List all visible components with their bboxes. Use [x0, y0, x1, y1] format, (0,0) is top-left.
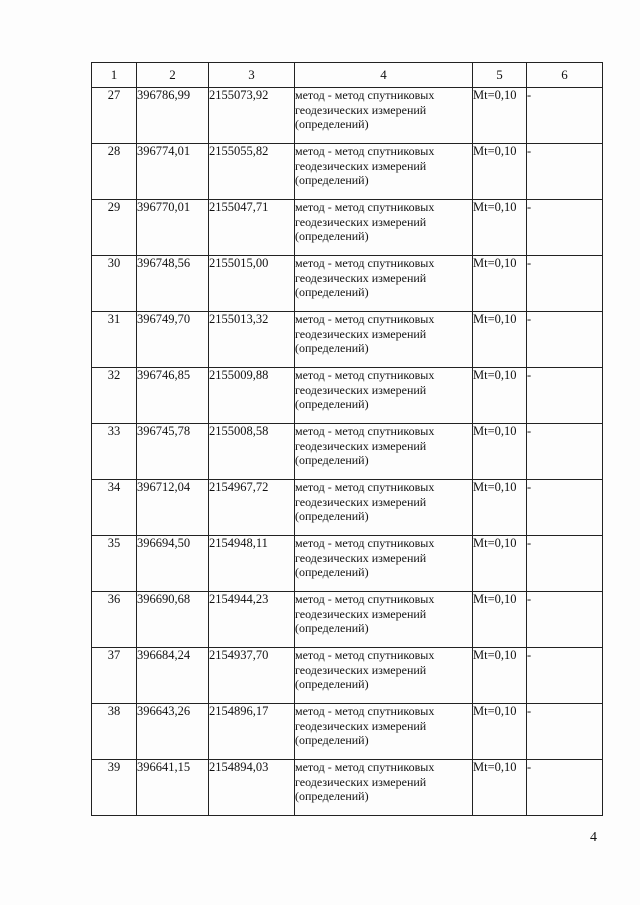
x-coordinate-cell: 396712,04 [137, 480, 209, 536]
method-cell: метод - метод спутниковых геодезических измерений (определений) [295, 704, 473, 760]
accuracy-cell: Mt=0,10 [473, 760, 527, 816]
method-cell: метод - метод спутниковых геодезических измерений (определений) [295, 312, 473, 368]
note-cell: - [527, 200, 603, 256]
header-col-4: 4 [295, 63, 473, 88]
x-coordinate-cell: 396748,56 [137, 256, 209, 312]
accuracy-cell: Mt=0,10 [473, 592, 527, 648]
y-coordinate-cell: 2154944,23 [209, 592, 295, 648]
y-coordinate-cell: 2155008,58 [209, 424, 295, 480]
table-header-row [92, 63, 603, 88]
y-coordinate-cell: 2155009,88 [209, 368, 295, 424]
note-cell: - [527, 648, 603, 704]
accuracy-cell: Mt=0,10 [473, 200, 527, 256]
method-cell: метод - метод спутниковых геодезических измерений (определений) [295, 144, 473, 200]
header-col-3: 3 [209, 63, 295, 88]
point-number-cell: 33 [92, 424, 137, 480]
accuracy-cell: Mt=0,10 [473, 144, 527, 200]
y-coordinate-cell: 2155047,71 [209, 200, 295, 256]
note-cell: - [527, 592, 603, 648]
table-row [92, 88, 603, 144]
header-col-1: 1 [92, 63, 137, 88]
x-coordinate-cell: 396774,01 [137, 144, 209, 200]
note-cell: - [527, 480, 603, 536]
method-cell: метод - метод спутниковых геодезических измерений (определений) [295, 368, 473, 424]
table-body [92, 88, 603, 816]
x-coordinate-cell: 396641,15 [137, 760, 209, 816]
accuracy-cell: Mt=0,10 [473, 256, 527, 312]
point-number-cell: 34 [92, 480, 137, 536]
point-number-cell: 32 [92, 368, 137, 424]
accuracy-cell: Mt=0,10 [473, 424, 527, 480]
accuracy-cell: Mt=0,10 [473, 312, 527, 368]
note-cell: - [527, 88, 603, 144]
table-row [92, 368, 603, 424]
x-coordinate-cell: 396749,70 [137, 312, 209, 368]
note-cell: - [527, 424, 603, 480]
table-row [92, 536, 603, 592]
accuracy-cell: Mt=0,10 [473, 368, 527, 424]
table-row [92, 704, 603, 760]
x-coordinate-cell: 396745,78 [137, 424, 209, 480]
note-cell: - [527, 144, 603, 200]
point-number-cell: 35 [92, 536, 137, 592]
x-coordinate-cell: 396643,26 [137, 704, 209, 760]
point-number-cell: 30 [92, 256, 137, 312]
accuracy-cell: Mt=0,10 [473, 536, 527, 592]
table-row [92, 312, 603, 368]
point-number-cell: 27 [92, 88, 137, 144]
y-coordinate-cell: 2155015,00 [209, 256, 295, 312]
y-coordinate-cell: 2155055,82 [209, 144, 295, 200]
point-number-cell: 39 [92, 760, 137, 816]
note-cell: - [527, 368, 603, 424]
page-number: 4 [590, 830, 597, 845]
accuracy-cell: Mt=0,10 [473, 704, 527, 760]
point-number-cell: 36 [92, 592, 137, 648]
point-number-cell: 38 [92, 704, 137, 760]
coordinates-table [91, 62, 603, 816]
y-coordinate-cell: 2154896,17 [209, 704, 295, 760]
point-number-cell: 28 [92, 144, 137, 200]
y-coordinate-cell: 2154937,70 [209, 648, 295, 704]
x-coordinate-cell: 396690,68 [137, 592, 209, 648]
note-cell: - [527, 312, 603, 368]
y-coordinate-cell: 2155013,32 [209, 312, 295, 368]
y-coordinate-cell: 2155073,92 [209, 88, 295, 144]
table-row [92, 480, 603, 536]
header-col-6: 6 [527, 63, 603, 88]
table-row [92, 592, 603, 648]
accuracy-cell: Mt=0,10 [473, 88, 527, 144]
method-cell: метод - метод спутниковых геодезических измерений (определений) [295, 648, 473, 704]
method-cell: метод - метод спутниковых геодезических измерений (определений) [295, 88, 473, 144]
accuracy-cell: Mt=0,10 [473, 480, 527, 536]
note-cell: - [527, 704, 603, 760]
method-cell: метод - метод спутниковых геодезических измерений (определений) [295, 592, 473, 648]
y-coordinate-cell: 2154948,11 [209, 536, 295, 592]
table-row [92, 424, 603, 480]
y-coordinate-cell: 2154967,72 [209, 480, 295, 536]
table-row [92, 760, 603, 816]
method-cell: метод - метод спутниковых геодезических измерений (определений) [295, 536, 473, 592]
table-row [92, 144, 603, 200]
method-cell: метод - метод спутниковых геодезических измерений (определений) [295, 200, 473, 256]
point-number-cell: 37 [92, 648, 137, 704]
note-cell: - [527, 760, 603, 816]
point-number-cell: 29 [92, 200, 137, 256]
table-row [92, 200, 603, 256]
x-coordinate-cell: 396684,24 [137, 648, 209, 704]
note-cell: - [527, 256, 603, 312]
header-col-5: 5 [473, 63, 527, 88]
method-cell: метод - метод спутниковых геодезических измерений (определений) [295, 480, 473, 536]
table-row [92, 256, 603, 312]
note-cell: - [527, 536, 603, 592]
x-coordinate-cell: 396694,50 [137, 536, 209, 592]
method-cell: метод - метод спутниковых геодезических измерений (определений) [295, 256, 473, 312]
table-row [92, 648, 603, 704]
point-number-cell: 31 [92, 312, 137, 368]
accuracy-cell: Mt=0,10 [473, 648, 527, 704]
method-cell: метод - метод спутниковых геодезических измерений (определений) [295, 424, 473, 480]
x-coordinate-cell: 396746,85 [137, 368, 209, 424]
y-coordinate-cell: 2154894,03 [209, 760, 295, 816]
x-coordinate-cell: 396770,01 [137, 200, 209, 256]
method-cell: метод - метод спутниковых геодезических измерений (определений) [295, 760, 473, 816]
header-col-2: 2 [137, 63, 209, 88]
x-coordinate-cell: 396786,99 [137, 88, 209, 144]
